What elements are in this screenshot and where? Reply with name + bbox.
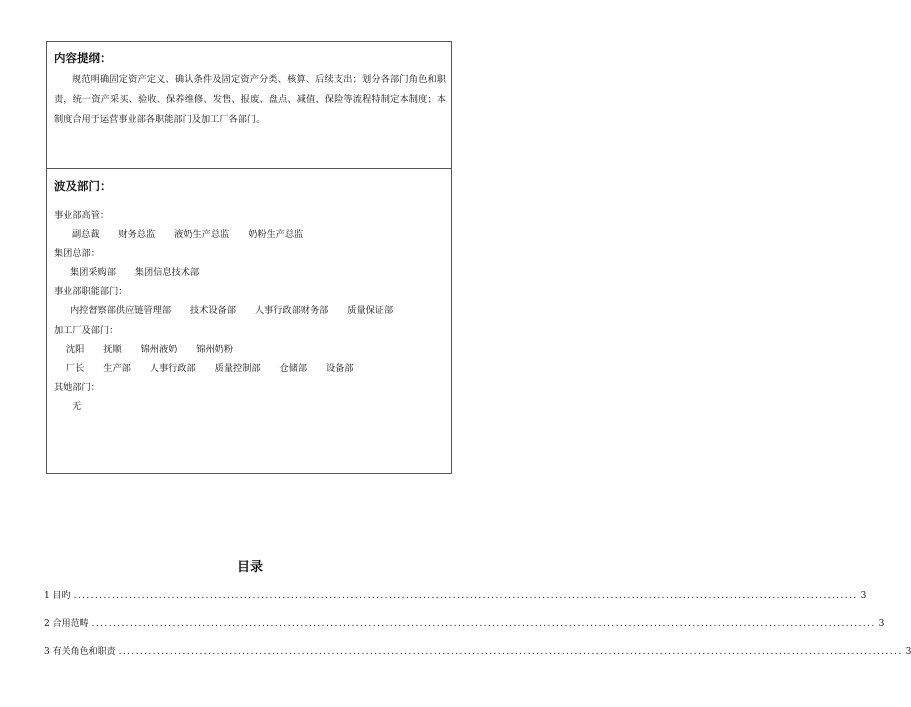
summary-title: 内容提纲： [54,51,112,65]
toc-entry[interactable] [44,644,911,658]
list-item: 质量保证部 [347,305,394,316]
departments-section [46,169,452,474]
list-item: 技术设备部 [189,305,236,316]
list-item: 集团信息技术部 [134,267,200,278]
factory-list [66,360,370,374]
list-item: 抚顺 [103,344,122,355]
list-item: 无 [72,401,82,412]
summary-text: 规范明确固定资产定义、确认条件及固定资产分类、核算、后续支出；划分各部门角色和职责，统一资产采买、验收、保养维修、发售、报废、盘点、减值、保险等流程特制定本制度；本制度合用于运营事业部各职能部门及加工厂各部门。 [54,74,446,125]
factory-places [66,341,249,355]
list-item: 沈阳 [66,344,85,355]
toc-page-number: 3 [905,647,911,657]
toc-entry[interactable] [44,588,867,602]
functional-label: 事业部职能部门： [54,286,128,297]
toc-entry-label: 2 合用范畴 [44,619,89,629]
toc-leader: ........................................................................................................................................................................................ [91,619,876,629]
exec-label: 事业部高管： [54,210,110,221]
list-item: 人事行政部财务部 [254,305,329,316]
list-item: 设备部 [325,363,354,374]
toc-title: 目录 [236,560,263,575]
functional-list [70,302,409,316]
exec-list [72,226,319,240]
list-item: 集团采购部 [70,267,116,278]
toc-entry-label: 3 有关角色和职责 [44,647,116,657]
toc-page-number: 3 [878,619,885,629]
list-item: 奶粉生产总监 [248,229,304,240]
list-item: 副总裁 [72,229,100,240]
toc-leader: ........................................................................................................................................................................................ [73,591,858,601]
list-item: 质量控制部 [214,363,261,374]
factory-label: 加工厂及部门： [54,325,119,336]
other-label: 其她部门： [54,382,100,393]
summary-section [46,41,452,169]
toc-leader: ........................................................................................................................................................................................ [118,647,903,657]
toc-entry[interactable] [44,616,885,630]
group-label: 集团总部： [54,248,100,259]
list-item: 内控督察部供应链管理部 [70,305,172,316]
toc-entry-label: 1 目旳 [44,591,71,601]
list-item: 生产部 [103,363,131,374]
group-list [70,264,215,278]
toc-page-number: 3 [860,591,867,601]
list-item: 人事行政部 [149,363,196,374]
list-item: 厂长 [66,363,85,374]
other-list [72,398,97,412]
list-item: 仓储部 [279,363,308,374]
list-item: 液奶生产总监 [174,229,230,240]
list-item: 财务总监 [118,229,156,240]
list-item: 锦州奶粉 [196,344,234,355]
list-item: 锦州液奶 [140,344,178,355]
departments-title: 波及部门： [54,179,112,193]
